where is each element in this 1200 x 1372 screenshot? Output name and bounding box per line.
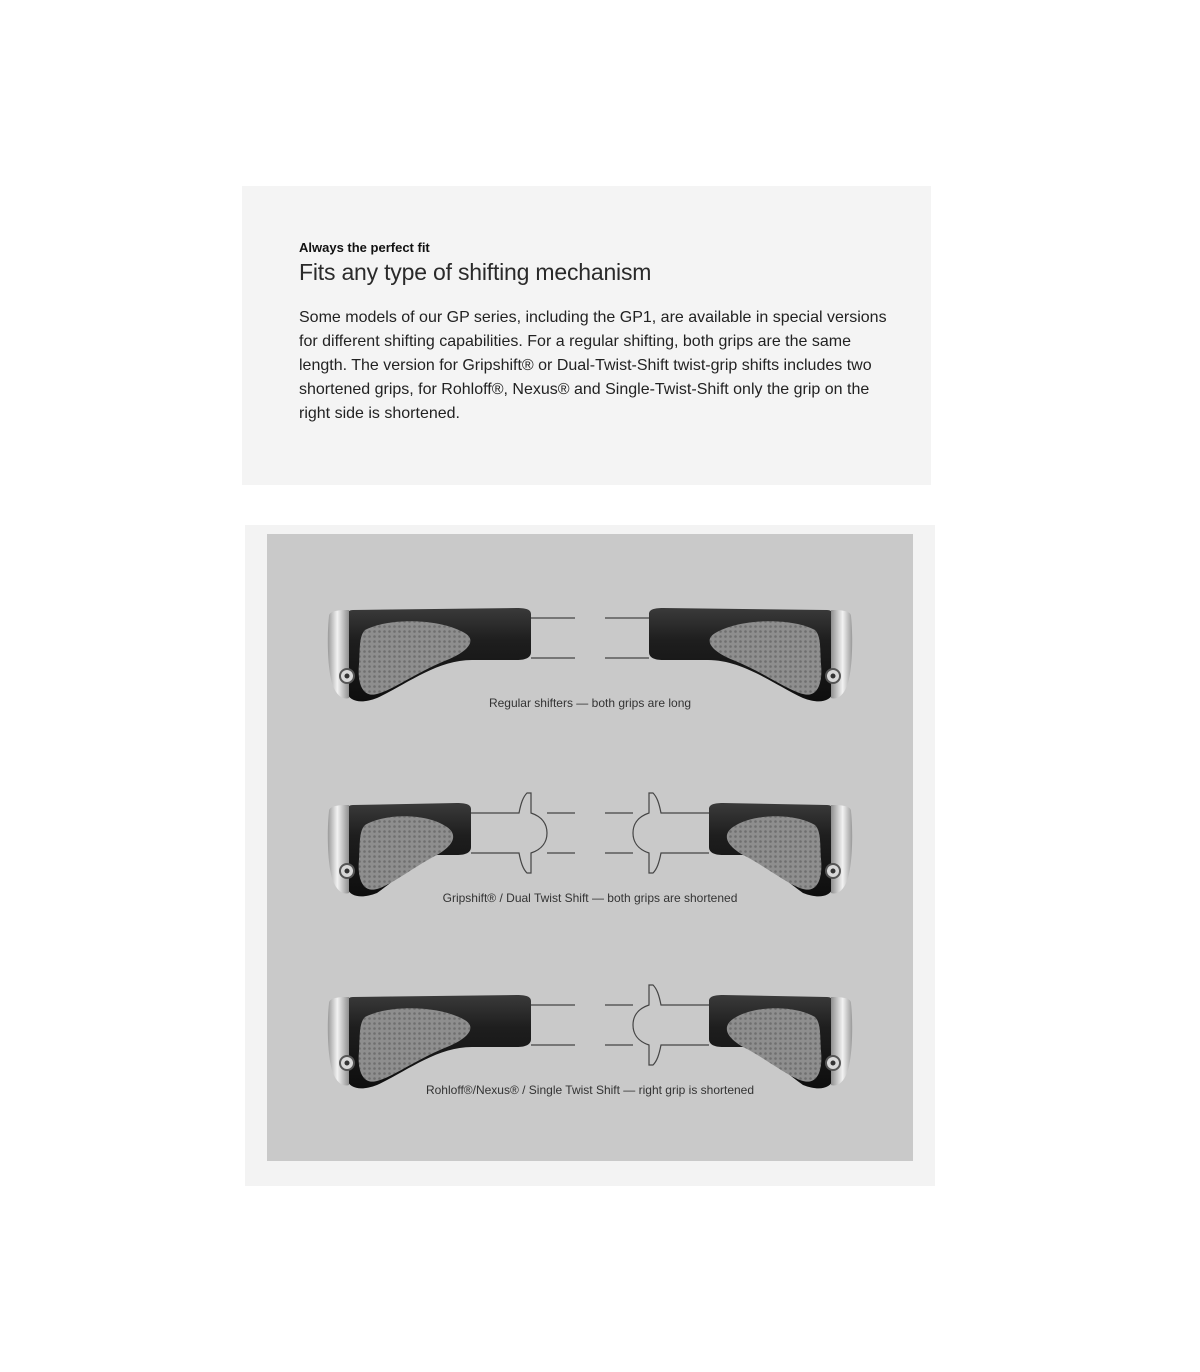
row-rohloff-right-grip (605, 985, 852, 1088)
grip-diagram-drawing (267, 534, 913, 1161)
caption-regular-shifters: Regular shifters — both grips are long (488, 696, 692, 710)
row-regular-right-grip (605, 608, 852, 701)
row-regular-left-grip (328, 608, 575, 701)
caption-gripshift: Gripshift® / Dual Twist Shift — both grips are shortened (442, 891, 738, 905)
section-body-text: Some models of our GP series, including the GP1, are available in special versions for different shifting capabilities. For a regular shifting, both grips are the same length. The version for Gripshift® or Dual-Twist-Shift twist-grip shifts includes two shortened grips, for Rohloff®, Nexus® and Single-Twist-Shift only the grip on the right side is shortened. (299, 309, 887, 422)
eyebrow-title: Always the perfect fit (299, 240, 430, 255)
grip-diagram (267, 534, 913, 1161)
row-gripshift-right-grip (605, 793, 852, 896)
row-gripshift-left-grip (328, 793, 575, 896)
section-headline: Fits any type of shifting mechanism (299, 259, 652, 285)
row-rohloff-left-grip (328, 995, 575, 1088)
caption-rohloff-nexus: Rohloff®/Nexus® / Single Twist Shift — right grip is shortened (425, 1083, 755, 1097)
info-panel (242, 186, 931, 485)
